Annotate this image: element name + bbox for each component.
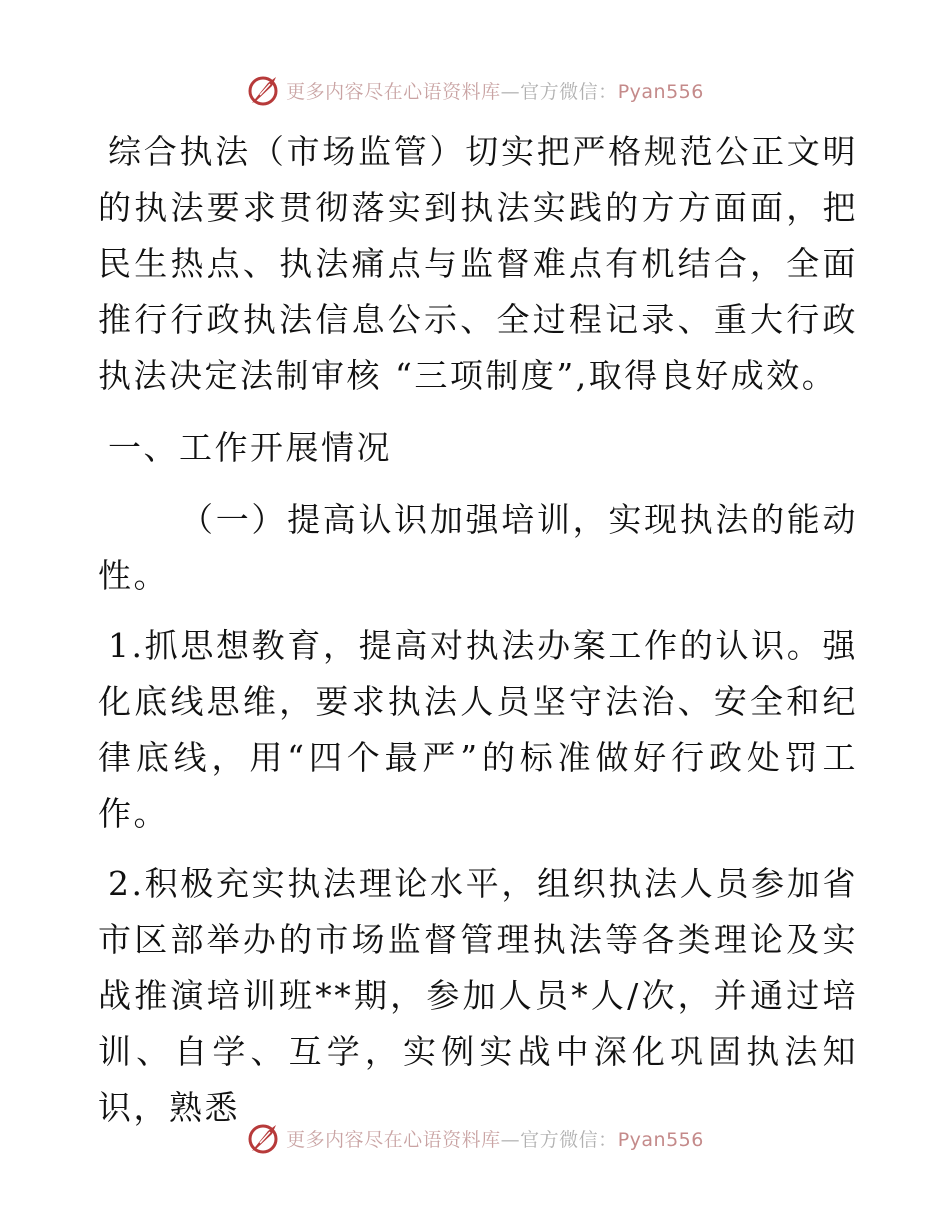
watermark-site: 更多内容尽在心语资料库 bbox=[286, 1128, 501, 1151]
watermark-dash: — bbox=[500, 80, 521, 103]
watermark-text bbox=[286, 1125, 704, 1152]
watermark-site: 更多内容尽在心语资料库 bbox=[286, 80, 501, 103]
watermark-label: 官方微信： bbox=[520, 1128, 618, 1151]
watermark-label: 官方微信： bbox=[520, 80, 618, 103]
document-body bbox=[98, 124, 858, 1136]
paragraph-intro: 综合执法（市场监管）切实把严格规范公正文明的执法要求贯彻落实到执法实践的方方面面，把民生热点、执法痛点与监督难点有机结合，全面推行行政执法信息公示、全过程记录、重大行政执法决定法制审核 “三项制度”,取得良好成效。 bbox=[98, 132, 858, 395]
watermark-header bbox=[0, 70, 950, 110]
watermark-dash: — bbox=[500, 1128, 521, 1151]
list-item-1: 1.抓思想教育，提高对执法办案工作的认识。强化底线思维，要求执法人员坚守法治、安全和纪律底线，用“四个最严”的标准做好行政处罚工作。 bbox=[98, 626, 858, 833]
watermark-text bbox=[286, 77, 704, 104]
subsection-heading: （一）提高认识加强培训，实现执法的能动性。 bbox=[98, 500, 858, 595]
list-item-2: 2.积极充实执法理论水平，组织执法人员参加省市区部举办的市场监督管理执法等各类理论及实战推演培训班**期，参加人员*人/次，并通过培训、自学、互学，实例实战中深化巩固执法知识，熟悉 bbox=[98, 864, 858, 1127]
feather-pen-logo-icon bbox=[246, 1121, 280, 1155]
feather-pen-logo-icon bbox=[246, 73, 280, 107]
watermark-footer bbox=[0, 1118, 950, 1158]
watermark-id: Pyan556 bbox=[617, 80, 704, 103]
section-heading: 一、工作开展情况 bbox=[108, 428, 392, 467]
watermark-id: Pyan556 bbox=[617, 1128, 704, 1151]
